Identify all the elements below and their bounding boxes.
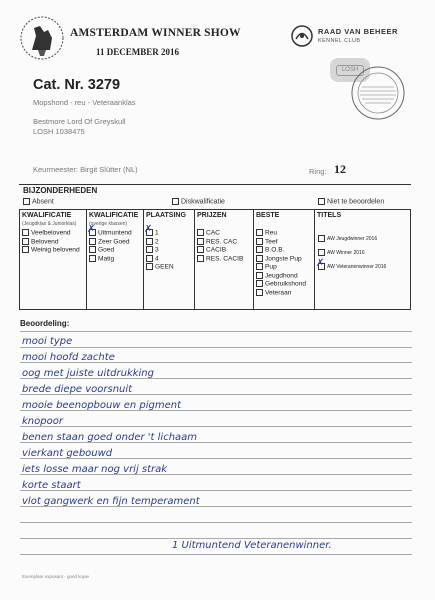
- placement-header: PLAATSING: [146, 212, 186, 219]
- specials-title: BIJZONDERHEDEN: [23, 186, 98, 195]
- best-jongste-pup[interactable]: Jongste Pup: [256, 255, 306, 264]
- evaluation-line: mooi type: [22, 336, 73, 347]
- qualification-youth-header: KWALIFICATIE: [22, 212, 72, 219]
- evaluation-line: mooie beenopbouw en pigment: [22, 400, 181, 411]
- placement-4[interactable]: 4: [146, 255, 174, 264]
- evaluation-line: iets losse maar nog vrij strak: [22, 464, 168, 475]
- option-weinig-belovend[interactable]: Weinig belovend: [22, 246, 82, 255]
- evaluation-title: Beoordeling:: [20, 319, 70, 328]
- placement-3[interactable]: 3: [146, 246, 174, 255]
- registration-number: LOSH 1038475: [33, 127, 85, 136]
- qualification-subheader: (overige klassen): [89, 221, 128, 227]
- option-uitmuntend[interactable]: Uitmuntend ✗: [87, 224, 132, 237]
- prize-cacib[interactable]: CACIB: [197, 246, 243, 255]
- best-bob[interactable]: B.O.B.: [256, 246, 306, 255]
- absent-checkbox[interactable]: Absent: [23, 198, 54, 205]
- show-date: 11 DECEMBER 2016: [96, 47, 180, 57]
- checkmark-icon: ✗: [144, 224, 153, 235]
- best-pup[interactable]: Pup: [256, 263, 306, 272]
- ring-label: Ring:: [309, 167, 327, 176]
- registration-stamp: LOSH: [330, 58, 370, 82]
- option-zeer-goed[interactable]: Zeer Goed: [89, 238, 132, 247]
- prize-cac[interactable]: CAC: [197, 229, 243, 238]
- option-belovend[interactable]: Belovend: [22, 238, 82, 247]
- checkmark-icon: ✗: [316, 258, 325, 269]
- ring-number: 12: [334, 162, 346, 176]
- option-matig[interactable]: Matig: [89, 255, 132, 264]
- evaluation-line: knopoor: [22, 416, 63, 427]
- prize-res-cac[interactable]: RES. CAC: [197, 238, 243, 247]
- show-title: AMSTERDAM WINNER SHOW: [70, 27, 241, 39]
- dog-name: Bestmore Lord Of Greyskull: [33, 117, 126, 126]
- evaluation-line: mooi hoofd zachte: [22, 352, 115, 363]
- option-goed[interactable]: Goed: [89, 246, 132, 255]
- evaluation-line: vlot gangwerk en fijn temperament: [22, 496, 200, 507]
- best-header: BESTE: [256, 212, 280, 219]
- qualification-header: KWALIFICATIE: [89, 212, 139, 219]
- title-winner[interactable]: AW Winner 2016: [318, 246, 386, 260]
- option-veelbelovend[interactable]: Veelbelovend: [22, 229, 82, 238]
- title-jeugdwinner[interactable]: AW Jeugdwinner 2016: [318, 232, 386, 246]
- best-reu[interactable]: Reu: [256, 229, 306, 238]
- org-subtitle: KENNEL CLUB: [318, 38, 361, 44]
- show-logo-icon: [18, 14, 66, 62]
- footer-note: Exemplaar exposant - goed kopie: [22, 574, 90, 579]
- best-veteraan[interactable]: Veteraan: [256, 289, 306, 298]
- evaluation-line: benen staan goed onder 't lichaam: [22, 432, 198, 443]
- best-teef[interactable]: Teef: [256, 238, 306, 247]
- breed-line: Mopshond - reu - Veteraanklas: [33, 98, 136, 107]
- evaluation-line: brede diepe voorsnuit: [22, 384, 133, 395]
- judge-signature: 1 Uitmuntend Veteranenwinner.: [172, 540, 332, 551]
- prize-res-cacib[interactable]: RES. CACIB: [197, 255, 243, 264]
- checkmark-icon: ✗: [87, 224, 96, 235]
- judge-name: Keurmeester: Birgit Slütter (NL): [33, 165, 138, 174]
- disqualification-checkbox[interactable]: Diskwalificatie: [172, 198, 225, 205]
- seal-stamp-icon: [350, 65, 406, 121]
- best-gebruikshond[interactable]: Gebruikshond: [256, 280, 306, 289]
- qualification-youth-subheader: (Jeugdklas & Juniorklas): [22, 221, 77, 227]
- title-veteranenwinner[interactable]: AW Veteranenwinner 2016 ✗: [316, 258, 387, 270]
- placement-2[interactable]: 2: [146, 238, 174, 247]
- evaluation-line: vierkant gebouwd: [22, 448, 113, 459]
- not-judged-checkbox[interactable]: Niet te beoordelen: [318, 198, 384, 205]
- raad-van-beheer-logo-icon: [290, 24, 314, 48]
- titles-header: TITELS: [317, 212, 342, 219]
- placement-1[interactable]: 1 ✗: [144, 224, 159, 237]
- best-jeugdhond[interactable]: Jeugdhond: [256, 272, 306, 281]
- org-name: RAAD VAN BEHEER: [318, 27, 398, 36]
- prizes-header: PRIJZEN: [197, 212, 227, 219]
- evaluation-line: korte staart: [22, 480, 81, 491]
- evaluation-line: oog met juiste uitdrukking: [22, 368, 154, 379]
- catalog-number: Cat. Nr. 3279: [33, 77, 121, 93]
- placement-none[interactable]: GEEN: [146, 263, 174, 272]
